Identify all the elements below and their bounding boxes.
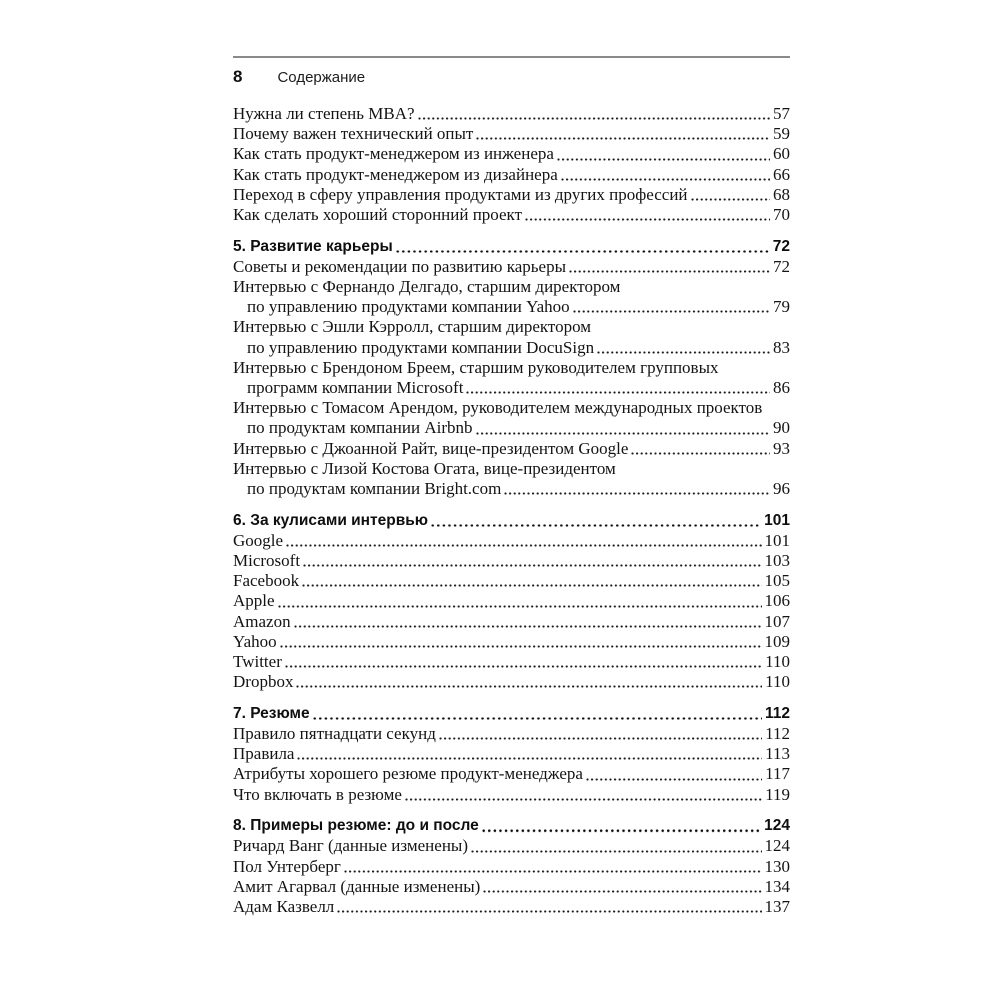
- entry-title: Интервью с Брендоном Бреем, старшим руководителем групповых: [233, 357, 719, 377]
- toc-entry-row: [233, 724, 790, 744]
- toc-entry-row: [233, 591, 790, 611]
- dot-leader: [466, 391, 770, 394]
- toc-section-heading: [233, 704, 790, 724]
- entry-title: Атрибуты хорошего резюме продукт-менеджера: [233, 764, 583, 784]
- dot-leader: [439, 737, 762, 740]
- dot-leader: [557, 158, 770, 161]
- entry-title: Советы и рекомендации по развитию карьеры: [233, 256, 566, 276]
- entry-title: Как стать продукт-менеджером из дизайнера: [233, 164, 558, 184]
- entry-title: по управлению продуктами компании Yahoo: [247, 297, 570, 317]
- entry-title: Как стать продукт-менеджером из инженера: [233, 144, 554, 164]
- page-ref: 105: [764, 571, 790, 591]
- page-ref: 103: [764, 550, 790, 570]
- toc-entry-row: [233, 317, 790, 337]
- dot-leader: [294, 625, 762, 628]
- toc-entry-row: [233, 297, 790, 317]
- entry-title: Ричард Ванг (данные изменены): [233, 836, 468, 856]
- page-ref: 106: [764, 591, 790, 611]
- entry-title: Интервью с Джоанной Райт, вице-президентом Google: [233, 438, 629, 458]
- entry-title: Amazon: [233, 611, 291, 631]
- page-header: [233, 56, 790, 87]
- toc-entry-row: [233, 571, 790, 591]
- page-ref: 109: [764, 631, 790, 651]
- entry-title: Apple: [233, 591, 275, 611]
- entry-title: Правила: [233, 744, 295, 764]
- dot-leader: [569, 270, 770, 273]
- dot-leader: [471, 850, 762, 853]
- toc-entry-row: [233, 104, 790, 124]
- entry-title: Dropbox: [233, 672, 294, 692]
- toc-entry-row: [233, 144, 790, 164]
- page-ref: 110: [765, 672, 790, 692]
- page-ref: 107: [764, 611, 790, 631]
- page-ref: 72: [772, 237, 790, 255]
- page-number: 8: [233, 67, 243, 86]
- entry-title: Интервью с Томасом Арендом, руководителем международных проектов: [233, 398, 763, 418]
- page-ref: 117: [765, 764, 790, 784]
- toc-entry-row: [233, 857, 790, 877]
- toc-entry-row: [233, 257, 790, 277]
- page-ref: 79: [773, 297, 790, 317]
- page-ref: 134: [764, 876, 790, 896]
- running-title: Содержание: [277, 69, 366, 86]
- entry-title: Microsoft: [233, 550, 301, 570]
- page-ref: 72: [773, 256, 790, 276]
- entry-title: Пол Унтерберг: [233, 856, 341, 876]
- toc-entry-row: [233, 897, 790, 917]
- toc-entry-row: [233, 836, 790, 856]
- dot-leader: [396, 250, 770, 253]
- page-ref: 86: [773, 377, 790, 397]
- dot-leader: [597, 351, 770, 354]
- entry-title: по продуктам компании Bright.com: [247, 478, 502, 498]
- entry-title: Что включать в резюме: [233, 784, 402, 804]
- dot-leader: [278, 605, 762, 608]
- entry-title: Как сделать хороший сторонний проект: [233, 204, 523, 224]
- entry-title: Амит Агарвал (данные изменены): [233, 876, 481, 896]
- page-ref: 110: [765, 651, 790, 671]
- dot-leader: [573, 310, 770, 313]
- toc-entry-row: [233, 612, 790, 632]
- entry-title: Переход в сферу управления продуктами из других профессий: [233, 184, 688, 204]
- entry-title: Yahoo: [233, 631, 277, 651]
- toc-entry-row: [233, 378, 790, 398]
- toc-entry-row: [233, 551, 790, 571]
- dot-leader: [313, 717, 762, 720]
- dot-leader: [303, 564, 761, 567]
- dot-leader: [344, 870, 762, 873]
- toc-page: [233, 56, 790, 917]
- section-title: 5. Развитие карьеры: [233, 237, 393, 255]
- dot-leader: [482, 829, 761, 832]
- dot-leader: [286, 544, 761, 547]
- entry-title: по управлению продуктами компании DocuSign: [247, 337, 595, 357]
- page-ref: 124: [764, 817, 790, 835]
- entry-title: Интервью с Фернандо Делгадо, старшим директором: [233, 277, 621, 296]
- page-ref: 112: [764, 704, 790, 722]
- toc-entry-row: [233, 439, 790, 459]
- entry-title: Правило пятнадцати секунд: [233, 723, 436, 743]
- toc-entry-row: [233, 672, 790, 692]
- page-ref: 93: [773, 438, 790, 458]
- dot-leader: [691, 198, 770, 201]
- toc-section-heading: [233, 511, 790, 531]
- section-title: 6. За кулисами интервью: [233, 511, 429, 529]
- page-ref: 60: [773, 144, 790, 164]
- entry-title: Адам Казвелл: [233, 896, 335, 916]
- entry-title: Нужна ли степень MBA?: [233, 104, 415, 123]
- toc-entry-row: [233, 418, 790, 438]
- page-ref: 101: [764, 511, 790, 529]
- toc-entry-row: [233, 277, 790, 297]
- toc-entry-row: [233, 652, 790, 672]
- toc-entry-row: [233, 124, 790, 144]
- toc-entry-row: [233, 398, 790, 418]
- toc-entry-row: [233, 185, 790, 205]
- toc-entry-row: [233, 479, 790, 499]
- page-ref: 137: [764, 896, 790, 916]
- dot-leader: [631, 452, 770, 455]
- page-ref: 83: [773, 337, 790, 357]
- dot-leader: [504, 492, 770, 495]
- dot-leader: [431, 524, 761, 527]
- entry-title: Интервью с Эшли Кэрролл, старшим директором: [233, 317, 592, 337]
- dot-leader: [337, 910, 761, 913]
- dot-leader: [280, 645, 762, 648]
- entry-title: Почему важен технический опыт: [233, 124, 474, 144]
- page-ref: 57: [773, 104, 790, 123]
- page-ref: 70: [773, 204, 790, 224]
- dot-leader: [405, 798, 762, 801]
- table-of-contents: [233, 104, 790, 917]
- dot-leader: [561, 178, 770, 181]
- dot-leader: [476, 137, 770, 140]
- page-ref: 112: [765, 723, 790, 743]
- section-title: 8. Примеры резюме: до и после: [233, 817, 479, 835]
- page-ref: 59: [773, 124, 790, 144]
- toc-entry-row: [233, 744, 790, 764]
- dot-leader: [586, 778, 762, 781]
- toc-entry-row: [233, 785, 790, 805]
- dot-leader: [296, 685, 762, 688]
- entry-title: Интервью с Лизой Костова Огата, вице-президентом: [233, 458, 616, 478]
- toc-entry-row: [233, 764, 790, 784]
- page-ref: 113: [765, 744, 790, 764]
- section-title: 7. Резюме: [233, 704, 310, 722]
- page-ref: 90: [773, 418, 790, 438]
- dot-leader: [525, 218, 770, 221]
- entry-title: Facebook: [233, 571, 300, 591]
- toc-entry-row: [233, 358, 790, 378]
- dot-leader: [476, 432, 770, 435]
- page-ref: 68: [773, 184, 790, 204]
- toc-section-heading: [233, 816, 790, 836]
- dot-leader: [297, 757, 762, 760]
- toc-entry-row: [233, 531, 790, 551]
- toc-entry-row: [233, 459, 790, 479]
- toc-entry-row: [233, 632, 790, 652]
- page-ref: 66: [773, 164, 790, 184]
- toc-section-heading: [233, 237, 790, 257]
- page-ref: 96: [773, 478, 790, 498]
- entry-title: Google: [233, 530, 284, 550]
- dot-leader: [302, 584, 761, 587]
- entry-title: программ компании Microsoft: [247, 377, 464, 397]
- toc-entry-row: [233, 338, 790, 358]
- dot-leader: [418, 117, 770, 120]
- dot-leader: [285, 665, 762, 668]
- page-ref: 101: [764, 530, 790, 550]
- toc-entry-row: [233, 877, 790, 897]
- toc-entry-row: [233, 165, 790, 185]
- toc-entry-row: [233, 205, 790, 225]
- dot-leader: [483, 890, 761, 893]
- entry-title: по продуктам компании Airbnb: [247, 418, 473, 438]
- page-ref: 119: [765, 784, 790, 804]
- page-ref: 130: [764, 856, 790, 876]
- entry-title: Twitter: [233, 651, 282, 671]
- page-ref: 124: [764, 836, 790, 856]
